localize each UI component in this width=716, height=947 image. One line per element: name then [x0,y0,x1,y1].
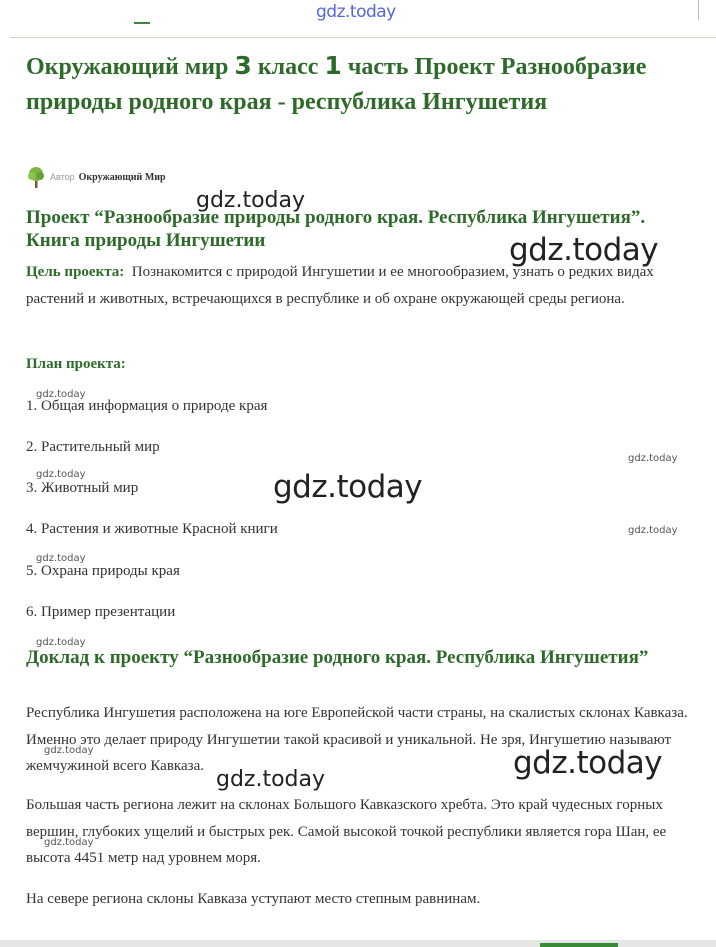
plan-item: 1. Общая информация о природе края [26,398,268,414]
top-bar [0,0,716,38]
menu-dash[interactable] [134,22,150,24]
watermark: gdz.today [36,389,86,400]
page-title: Окружающий мир 3 класс 1 часть Проект Разнообразие природы родного края - республика Ингушетия [26,51,647,115]
watermark: gdz.today [36,637,86,648]
watermark: gdz.today [36,469,86,480]
watermark: gdz.today [509,232,659,268]
goal-text: Познакомится с природой Ингушетии и ее многообразием, узнать о редких видах растений и животных, встречающихся в республике и об охране окружающей среды региона. [26,264,654,307]
section-heading-report: Доклад к проекту “Разнообразие родного края. Республика Ингушетия” [26,647,649,668]
tree-icon [26,166,46,188]
plan-item: 6. Пример презентации [26,604,176,620]
author-label: Автор [50,172,75,182]
author-line [26,166,166,188]
watermark: gdz.today [196,188,306,213]
watermark: gdz.today [513,745,663,781]
watermark: gdz.today [36,553,86,564]
watermark: gdz.today [216,767,326,792]
watermark: gdz.today [628,525,678,536]
report-paragraph: Республика Ингушетия расположена на юге Европейской части страны, на скалистых склонах Кавказа. Именно это делает природу Ингушетии такой красивой и уникальной. Не зря, Ингушетию называют жемчужиной всего Кавказа. [26,705,688,774]
plan-item: 4. Растения и животные Красной книги [26,521,278,537]
site-logo[interactable]: gdz.today [316,2,396,22]
goal-label: Цель проекта: [26,264,125,280]
watermark: gdz.today [44,837,94,848]
bottom-bar [0,940,716,947]
author-name[interactable]: Окружающий Мир [78,171,166,183]
plan-item: 2. Растительный мир [26,439,160,455]
header-divider [10,37,716,38]
divider [698,0,699,20]
plan-item: 5. Охрана природы края [26,563,180,579]
plan-item: 3. Животный мир [26,480,139,496]
watermark: gdz.today [273,469,423,505]
progress-indicator [540,943,618,947]
report-paragraph: Большая часть региона лежит на склонах Большого Кавказского хребта. Это край чудесных горных вершин, глубоких ущелий и быстрых рек. Самой высокой точкой республики является гора Шан, ее высота 4451 метр над уровнем моря. [26,797,667,866]
report-paragraph: На севере региона склоны Кавказа уступают место степным равнинам. [26,891,481,907]
section-heading-project: Проект “Разнообразие природы родного края. Республика Ингушетия”. Книга природы Ингушетии [26,207,646,251]
watermark: gdz.today [44,745,94,756]
watermark: gdz.today [628,453,678,464]
plan-label: План проекта: [26,356,126,372]
